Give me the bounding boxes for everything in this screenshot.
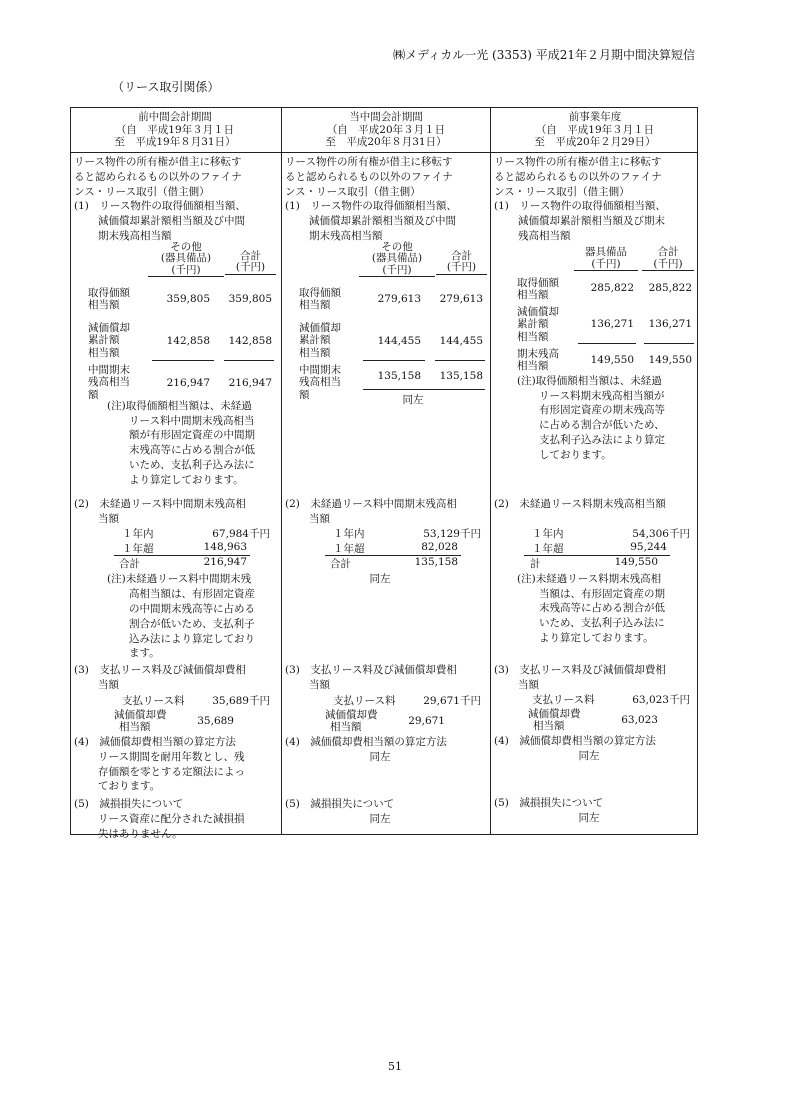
text-line: (1) リース物件の取得価額相当額、 — [74, 200, 246, 213]
value-cell: 142,858 — [228, 334, 272, 347]
period-to: 至 平成20年２月29日） — [534, 136, 656, 148]
text-line: 相当額 — [517, 289, 549, 302]
column-title: 前事業年度 — [568, 111, 622, 123]
header-text: (千円) — [574, 258, 638, 271]
item-3-heading — [285, 663, 489, 693]
text-line: いため、支払利子込み法に — [129, 458, 255, 471]
same-as-left: 同左 — [578, 812, 600, 825]
text-line: 額が有形固定資産の中間期 — [129, 429, 255, 442]
row-label — [528, 708, 581, 732]
intro-text — [285, 155, 489, 199]
row-label — [88, 364, 130, 402]
text-line: 減価償却累計額相当額及び中間 — [309, 215, 456, 228]
value-cell: 35,689千円 — [212, 694, 270, 707]
header-divider — [71, 152, 697, 153]
text-line: いため、支払利子込み法に — [539, 617, 665, 630]
value-cell: 135,158 — [414, 556, 458, 569]
value-cell: 149,550 — [614, 555, 658, 568]
column-title: 前中間会計期間 — [138, 111, 212, 123]
unexpired-lease-table — [74, 526, 278, 572]
value-cell: 144,455 — [377, 334, 421, 347]
text-line: 当額 — [518, 678, 539, 691]
text-line: 有形固定資産の期末残高等 — [539, 404, 665, 417]
text-line: 残高相当額 — [518, 229, 571, 242]
text-line: 相当額 — [330, 720, 362, 733]
header-other-equipment — [359, 242, 435, 278]
value-cell: 35,689 — [197, 714, 234, 727]
text-line: ると認められるもの以外のファイナ — [285, 170, 453, 183]
sum-line — [435, 360, 485, 361]
text-line: ンス・リース取引（借主側） — [494, 185, 630, 198]
text-line: 相当額 — [533, 720, 565, 733]
column-header-current-interim — [282, 111, 490, 149]
text-line: 減価償却費 — [528, 708, 581, 721]
text-line: 末残高等に占める割合が低 — [539, 602, 665, 615]
text-line: ております。 — [98, 780, 161, 793]
column-header-prev-fiscal-year — [491, 111, 699, 149]
column-header-prev-interim — [71, 111, 279, 149]
value-cell: 136,271 — [648, 317, 692, 330]
text-line: (5) 減損損失について — [74, 797, 184, 810]
header-text: (千円) — [225, 262, 276, 275]
text-line: 相当額 — [299, 299, 331, 312]
row-label — [299, 364, 341, 402]
column-divider — [490, 108, 491, 834]
intro-text — [494, 155, 698, 199]
row-label: １年超 — [333, 543, 365, 556]
unexpired-lease-table — [285, 526, 489, 572]
text-line: 相当額 — [299, 346, 331, 359]
text-line: 額 — [88, 388, 99, 401]
value-cell: 359,805 — [166, 292, 210, 305]
value-cell: 149,550 — [648, 353, 692, 366]
value-cell: 216,947 — [228, 376, 272, 389]
value-cell: 67,984千円 — [212, 528, 270, 541]
row-label: 支払リース料 — [532, 694, 595, 707]
header-equipment — [574, 246, 638, 271]
row-label: 支払リース料 — [333, 694, 396, 707]
text-line: (4) 減価償却費相当額の算定方法 — [74, 735, 236, 748]
sum-line — [363, 389, 485, 390]
text-line: 減価償却累計額相当額及び中間 — [98, 215, 245, 228]
row-label: １年内 — [532, 527, 564, 540]
text-line: 取得価額 — [88, 286, 130, 299]
header-other-equipment — [148, 242, 224, 278]
section-title: （リース取引関係） — [112, 80, 220, 94]
note-1 — [494, 374, 698, 497]
text-line: 取得価額 — [299, 286, 341, 299]
lease-payments-table — [494, 692, 698, 734]
text-line: 取得価額 — [517, 276, 559, 289]
period-from: （自 平成19年３月１日 — [115, 123, 235, 136]
item-3-heading — [494, 663, 698, 693]
item-5 — [285, 797, 489, 827]
text-line: リース期間を耐用年数とし、残 — [98, 750, 245, 763]
text-line: 末残高等に占める割合が低 — [129, 444, 255, 457]
header-text: (千円) — [359, 265, 435, 278]
text-line: ると認められるもの以外のファイナ — [494, 170, 662, 183]
text-line: (3) 支払リース料及び減価償却費相 — [494, 663, 666, 676]
item-1-heading — [285, 199, 489, 243]
row-label — [299, 287, 341, 312]
page-number: 51 — [388, 1060, 402, 1073]
text-line: 失はありません。 — [98, 827, 183, 840]
lease-payments-table — [285, 693, 489, 735]
text-line: 累計額 — [299, 334, 331, 347]
header-text: 合計 — [240, 249, 261, 262]
sum-line — [644, 343, 694, 344]
text-line: (1) リース物件の取得価額相当額、 — [285, 200, 457, 213]
text-line: 減価償却費 — [325, 708, 378, 721]
text-line: (3) 支払リース料及び減価償却費相 — [285, 664, 457, 677]
sum-line — [578, 343, 636, 344]
item-4 — [74, 735, 278, 797]
text-line: 込み法により算定しており — [129, 632, 255, 645]
acquisition-cost-table — [285, 240, 489, 406]
header-total — [436, 251, 487, 275]
row-label: 計 — [530, 557, 541, 570]
text-line: 中間期末 — [299, 363, 341, 376]
text-line: 額 — [299, 388, 310, 401]
text-line: 相当額 — [119, 720, 151, 733]
value-cell: 216,947 — [203, 556, 247, 569]
note-2 — [74, 572, 278, 663]
row-label: １年超 — [122, 543, 154, 556]
text-line: リース物件の所有権が借主に移転す — [74, 156, 242, 168]
text-line: 期末残高相当額 — [309, 229, 383, 242]
row-label: 合計 — [330, 558, 351, 571]
intro-text — [74, 155, 278, 199]
value-cell: 149,550 — [590, 353, 634, 366]
text-line: 割合が低いため、支払利子 — [129, 617, 255, 630]
text-line: 減価償却費 — [114, 708, 167, 721]
text-line: リース料中間期末残高相当 — [129, 414, 255, 427]
lease-payments-table — [74, 693, 278, 735]
value-cell: 29,671 — [408, 714, 445, 727]
row-label — [517, 348, 559, 373]
column-prev-fiscal-year — [494, 155, 698, 826]
text-line: (4) 減価償却費相当額の算定方法 — [494, 735, 656, 748]
value-cell: 82,028 — [421, 541, 458, 554]
document-header: ㈱メディカル一光 (3353) 平成21年２月期中間決算短信 — [393, 48, 695, 62]
text-line: 減価償却累計額相当額及び期末 — [518, 215, 665, 228]
text-line: (注)未経過リース料期末残高相 — [517, 572, 662, 585]
text-line: (5) 減損損失について — [494, 797, 604, 810]
same-as-left: 同左 — [402, 393, 424, 406]
item-2-heading — [494, 497, 698, 526]
value-cell: 144,455 — [439, 334, 483, 347]
row-label: １年超 — [532, 542, 564, 555]
item-1-heading — [74, 199, 278, 243]
text-line: (注)未経過リース料中間期末残 — [107, 573, 252, 586]
header-text: (千円) — [642, 258, 694, 271]
period-from: （自 平成19年３月１日 — [535, 123, 655, 136]
item-3-heading — [74, 663, 278, 693]
text-line: 当額 — [98, 512, 119, 525]
text-line: (4) 減価償却費相当額の算定方法 — [285, 735, 447, 748]
text-line: 残高相当 — [299, 376, 341, 389]
text-line: (注)取得価額相当額は、未経過 — [517, 374, 662, 387]
text-line: ます。 — [129, 647, 160, 660]
lease-table — [70, 107, 698, 840]
same-as-left: 同左 — [578, 750, 600, 763]
header-total — [642, 246, 694, 271]
value-cell: 279,613 — [377, 292, 421, 305]
text-line: (3) 支払リース料及び減価償却費相 — [74, 664, 246, 677]
unexpired-lease-table — [494, 526, 698, 572]
text-line: (注)取得価額相当額は、未経過 — [107, 399, 252, 412]
text-line: (2) 未経過リース料中間期末残高相 — [74, 497, 246, 510]
value-cell: 142,858 — [166, 334, 210, 347]
header-text: (千円) — [436, 262, 487, 275]
header-text: (器具備品) — [160, 252, 212, 265]
text-line: (2) 未経過リース料中間期末残高相 — [285, 497, 457, 510]
text-line: ンス・リース取引（借主側） — [74, 185, 210, 198]
value-cell: 148,963 — [203, 541, 247, 554]
text-line: (5) 減損損失について — [285, 797, 395, 810]
text-line: (2) 未経過リース料期末残高相当額 — [494, 497, 666, 510]
sum-line — [363, 360, 425, 361]
note-1 — [74, 399, 278, 497]
item-2-heading — [74, 497, 278, 527]
item-4 — [285, 735, 489, 797]
item-5 — [494, 796, 698, 826]
row-label: 支払リース料 — [122, 694, 185, 707]
value-cell: 279,613 — [439, 292, 483, 305]
row-label — [299, 322, 341, 360]
row-label: 合計 — [119, 558, 140, 571]
value-cell: 136,271 — [590, 317, 634, 330]
sum-line — [152, 360, 214, 361]
text-line: 累計額 — [517, 318, 549, 331]
text-line: 累計額 — [88, 334, 120, 347]
text-line: に占める割合が低いため、 — [539, 419, 665, 432]
value-cell: 95,244 — [630, 540, 667, 553]
text-line: 高相当額は、有形固定資産 — [129, 588, 255, 601]
item-1-heading — [494, 199, 698, 243]
header-text: 合計 — [657, 245, 679, 258]
period-to: 至 平成19年８月31日） — [114, 136, 236, 148]
value-cell: 359,805 — [228, 292, 272, 305]
column-title: 当中間会計期間 — [349, 111, 423, 123]
period-from: （自 平成20年３月１日 — [326, 123, 446, 136]
text-line: 相当額 — [517, 330, 549, 343]
column-divider — [281, 108, 282, 834]
text-line: 減価償却 — [88, 321, 130, 334]
text-line: 相当額 — [88, 346, 120, 359]
text-line: 存価額を零とする定額法によっ — [98, 765, 245, 778]
value-cell: 216,947 — [166, 376, 210, 389]
text-line: 減価償却 — [517, 305, 559, 318]
value-cell: 135,158 — [439, 369, 483, 382]
header-text: 合計 — [451, 249, 472, 262]
note-2-same — [285, 572, 475, 663]
acquisition-cost-table — [494, 244, 698, 374]
note-2 — [494, 572, 698, 663]
value-cell: 63,023 — [621, 714, 658, 727]
text-line: リース資産に配分された減損損 — [98, 812, 245, 825]
text-line: 支払利子込み法により算定 — [539, 433, 665, 446]
text-line: より算定しております。 — [129, 473, 244, 486]
same-as-left: 同左 — [369, 573, 391, 586]
text-line: ンス・リース取引（借主側） — [285, 185, 421, 198]
text-line: 当額 — [309, 512, 330, 525]
row-label: １年内 — [122, 528, 154, 541]
acquisition-cost-table — [74, 240, 278, 401]
text-line: 当額 — [309, 679, 330, 692]
value-cell: 285,822 — [590, 281, 634, 294]
text-line: リース物件の所有権が借主に移転す — [494, 156, 662, 168]
text-line: 残高相当 — [88, 376, 130, 389]
header-total — [225, 251, 276, 275]
text-line: リース料期末残高相当額が — [539, 389, 665, 402]
value-cell: 54,306千円 — [632, 527, 690, 540]
item-2-heading — [285, 497, 489, 527]
text-line: リース物件の所有権が借主に移転す — [285, 156, 453, 168]
value-cell: 63,023千円 — [632, 694, 690, 707]
value-cell: 135,158 — [377, 369, 421, 382]
column-current-interim — [285, 155, 489, 827]
row-label — [88, 287, 130, 312]
text-line: 期末残高 — [517, 347, 559, 360]
text-line: 当額 — [98, 679, 119, 692]
spacer — [285, 399, 489, 497]
same-as-left: 同左 — [369, 812, 391, 825]
row-label — [517, 277, 559, 302]
period-to: 至 平成20年８月31日） — [325, 136, 447, 148]
value-cell: 285,822 — [648, 281, 692, 294]
header-text: 器具備品 — [585, 245, 627, 258]
value-cell: 29,671千円 — [423, 694, 481, 707]
row-label — [325, 709, 378, 733]
column-prev-interim — [74, 155, 278, 841]
text-line: 期末残高相当額 — [98, 229, 172, 242]
item-5 — [74, 797, 278, 841]
row-label: １年内 — [333, 528, 365, 541]
row-label — [114, 709, 167, 733]
row-label — [88, 322, 130, 360]
row-label — [517, 306, 559, 344]
header-text: (器具備品) — [371, 252, 423, 265]
text-line: より算定しております。 — [539, 631, 654, 644]
text-line: 相当額 — [517, 360, 549, 373]
header-text: その他 — [170, 240, 202, 253]
text-line: ると認められるもの以外のファイナ — [74, 170, 242, 183]
header-text: その他 — [381, 240, 413, 253]
text-line: 当額は、有形固定資産の期 — [539, 587, 665, 600]
text-line: 減価償却 — [299, 321, 341, 334]
text-line: 相当額 — [88, 299, 120, 312]
text-line: (1) リース物件の取得価額相当額、 — [494, 200, 666, 213]
text-line: の中間期末残高等に占める — [129, 602, 255, 615]
item-4 — [494, 734, 698, 796]
text-line: 中間期末 — [88, 363, 130, 376]
header-text: (千円) — [148, 265, 224, 278]
value-cell: 53,129千円 — [423, 528, 481, 541]
text-line: しております。 — [539, 448, 612, 461]
sum-line — [224, 360, 274, 361]
same-as-left: 同左 — [369, 750, 391, 763]
